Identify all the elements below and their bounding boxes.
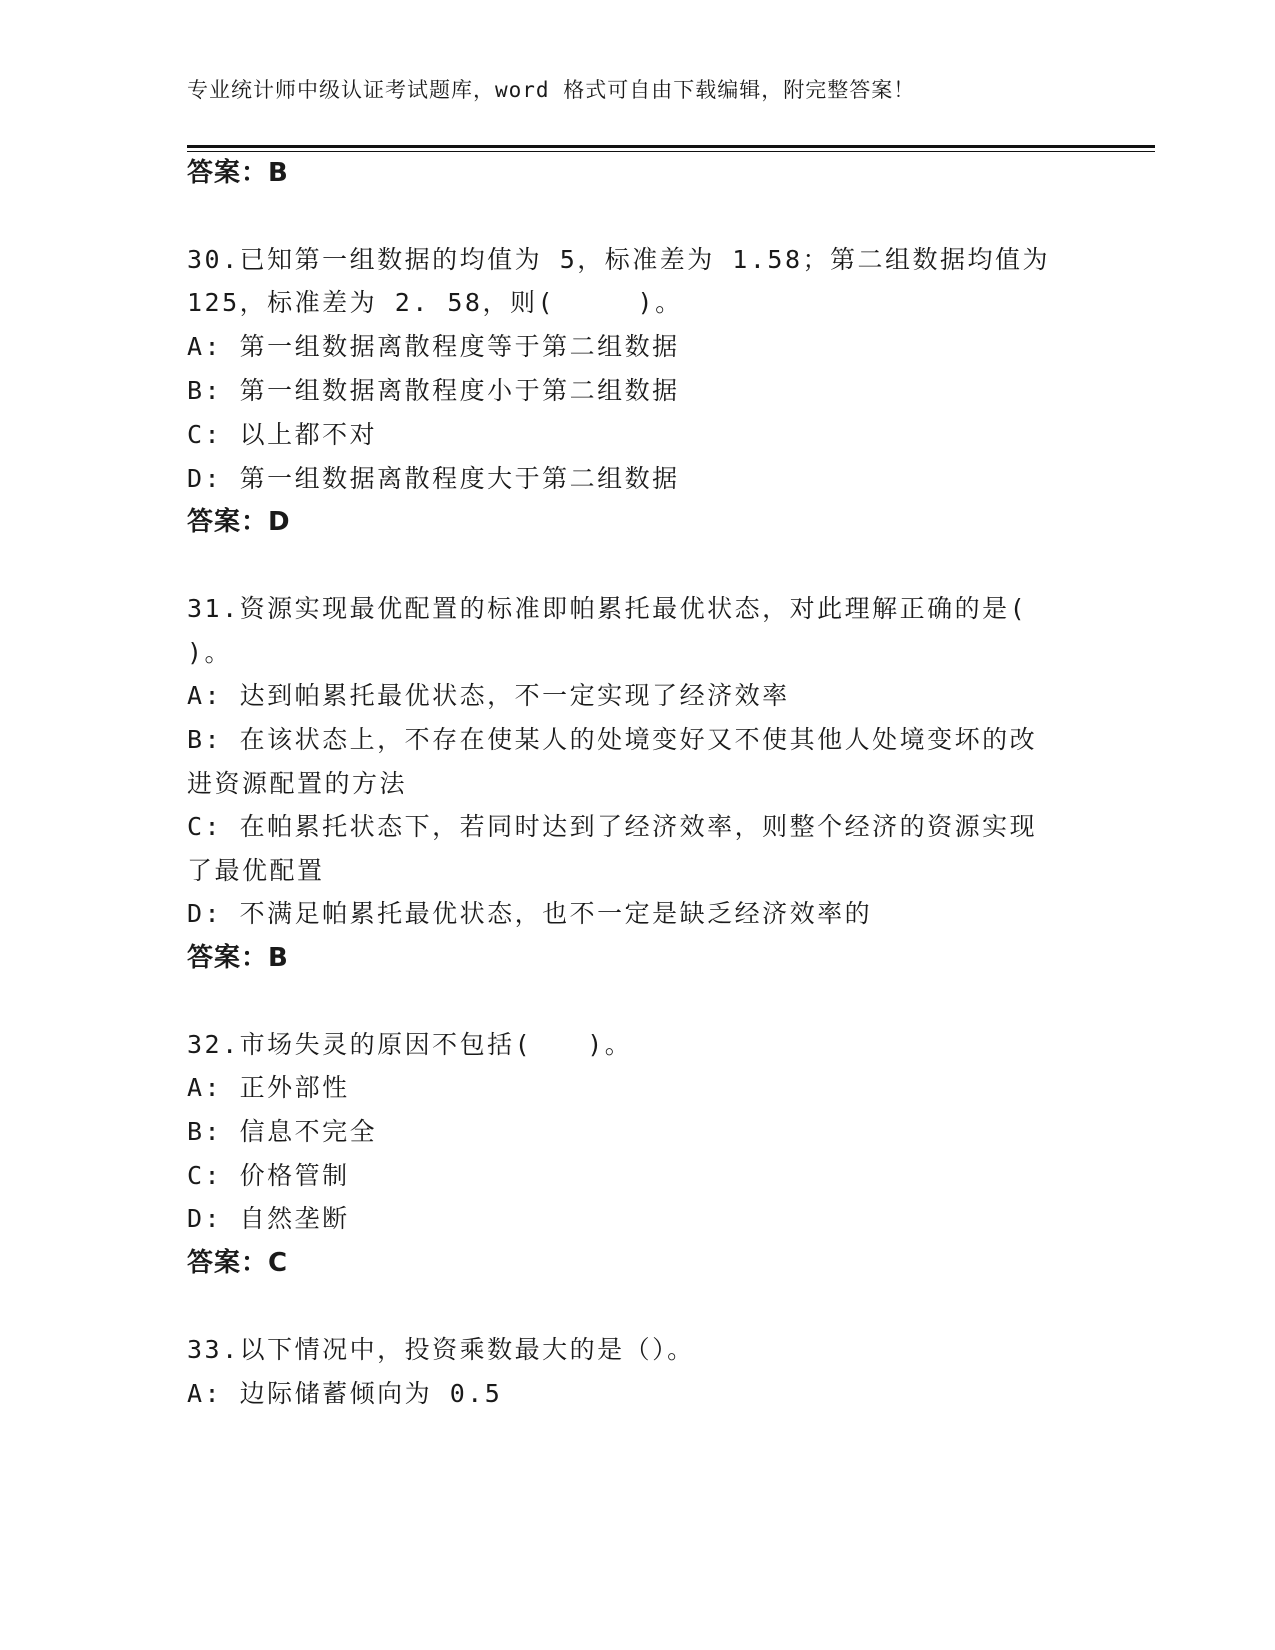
question-31-option-b-line-1: B: 在该状态上，不存在使某人的处境变好又不使其他人处境变坏的改 [187,725,1038,754]
question-33-option-a: A: 边际储蓄倾向为 0.5 [187,1379,503,1408]
question-30-answer: 答案：D [187,507,291,537]
header-rule-thin [187,151,1155,152]
question-31-option-d: D: 不满足帕累托最优状态，也不一定是缺乏经济效率的 [187,899,873,928]
question-31-option-c-line-2: 了最优配置 [187,856,325,885]
question-30-stem-line-1: 30.已知第一组数据的均值为 5，标准差为 1.58；第二组数据均值为 [187,245,1051,274]
page-header: 专业统计师中级认证考试题库，word 格式可自由下载编辑，附完整答案！ [187,78,916,102]
question-31-option-a: A: 达到帕累托最优状态，不一定实现了经济效率 [187,681,790,710]
question-32-answer: 答案：C [187,1248,289,1278]
question-31-stem-line-2: )。 [187,638,233,667]
question-31-stem-line-1: 31.资源实现最优配置的标准即帕累托最优状态，对此理解正确的是( [187,594,1028,623]
question-32-option-a: A: 正外部性 [187,1073,350,1102]
question-31-answer: 答案：B [187,943,289,973]
question-32-option-c: C: 价格管制 [187,1161,350,1190]
question-30-option-c: C: 以上都不对 [187,420,378,449]
question-32-stem: 32.市场失灵的原因不包括( )。 [187,1030,633,1059]
question-31-option-c-line-1: C: 在帕累托状态下，若同时达到了经济效率，则整个经济的资源实现 [187,812,1038,841]
header-rule-thick [187,145,1155,148]
question-33-stem: 33.以下情况中，投资乘数最大的是（）。 [187,1335,695,1364]
question-31-option-b-line-2: 进资源配置的方法 [187,769,408,798]
question-30-option-b: B: 第一组数据离散程度小于第二组数据 [187,376,680,405]
question-30-stem-line-2: 125，标准差为 2. 58，则( )。 [187,288,683,317]
question-32-option-b: B: 信息不完全 [187,1117,378,1146]
question-32-option-d: D: 自然垄断 [187,1204,350,1233]
question-30-option-d: D: 第一组数据离散程度大于第二组数据 [187,464,680,493]
answer-previous: 答案：B [187,158,289,188]
question-30-option-a: A: 第一组数据离散程度等于第二组数据 [187,332,680,361]
